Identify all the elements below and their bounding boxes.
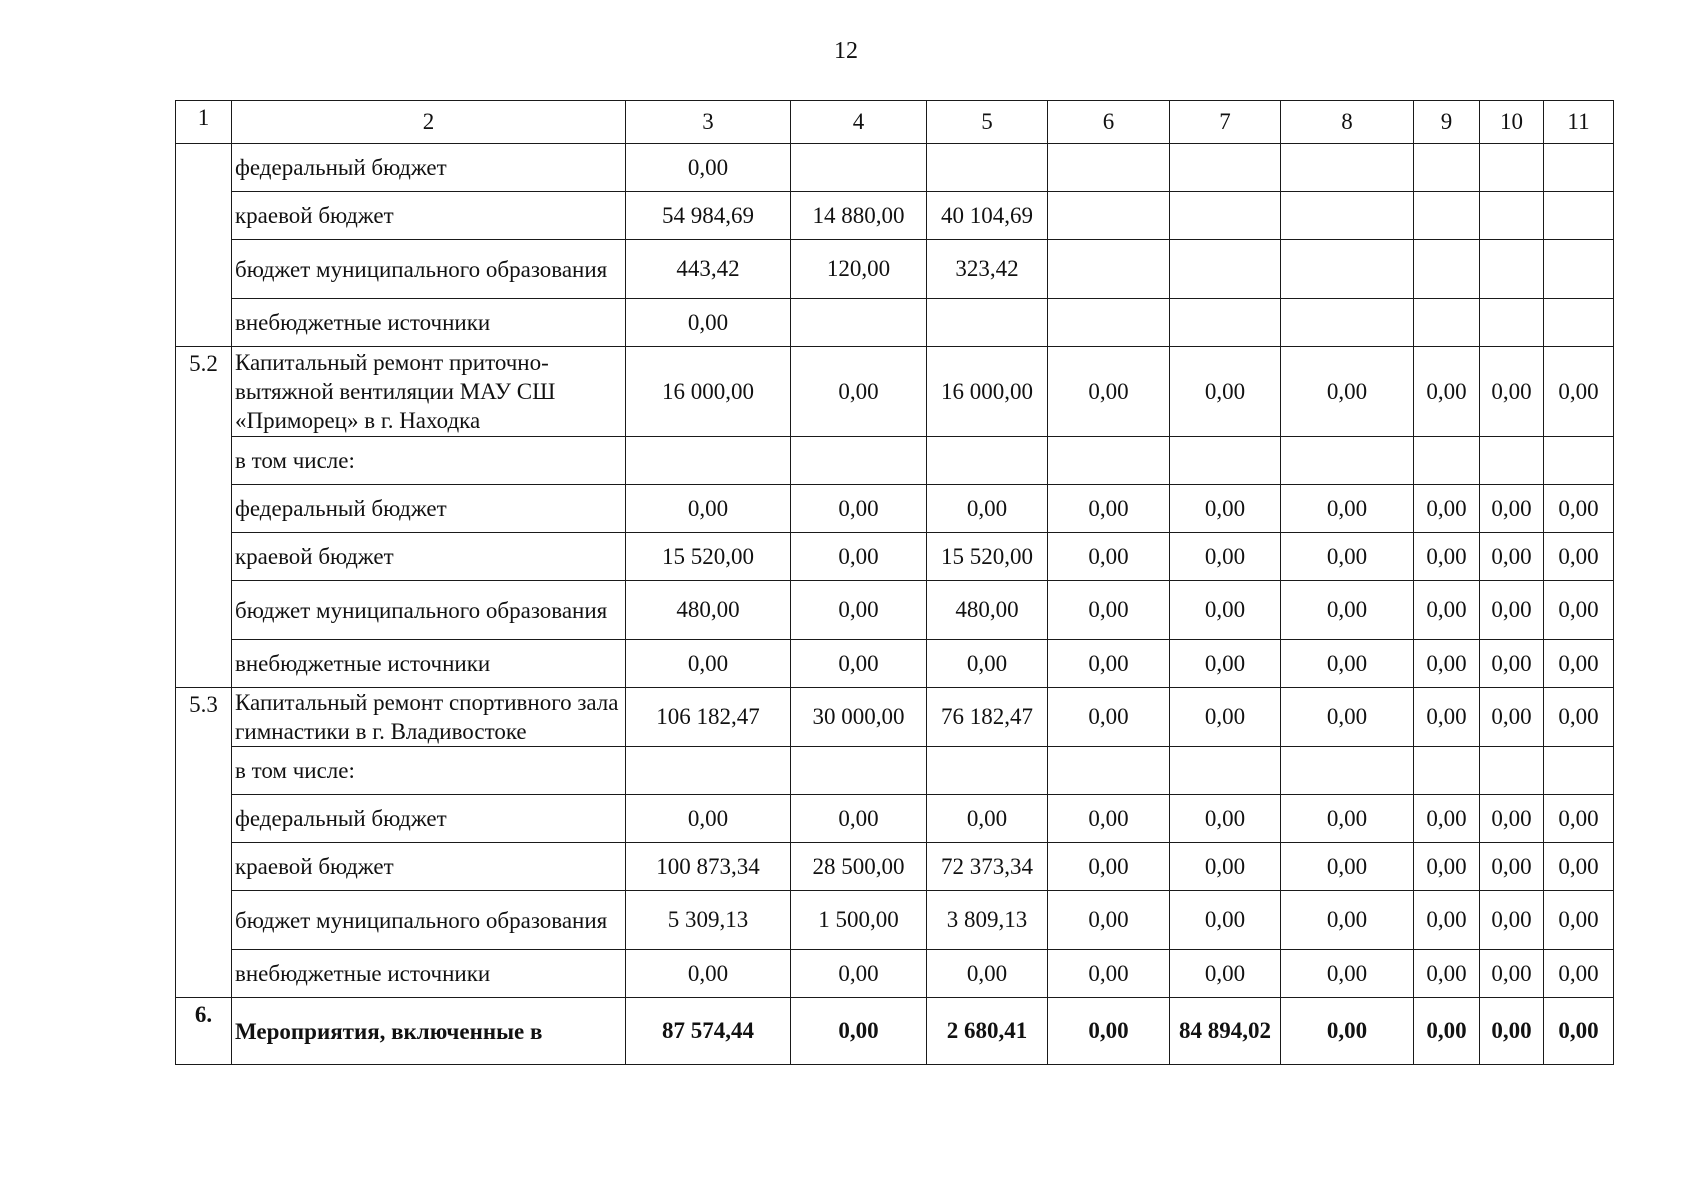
value-cell-col-4	[791, 747, 927, 795]
value-cell-col-4	[791, 437, 927, 485]
value-cell-col-5: 3 809,13	[927, 891, 1048, 950]
row-name: краевой бюджет	[232, 533, 626, 581]
value-cell-col-9: 0,00	[1414, 347, 1480, 437]
value-cell-col-9	[1414, 192, 1480, 240]
value-cell-col-11: 0,00	[1544, 581, 1614, 640]
value-cell-col-10	[1480, 437, 1544, 485]
column-header-4: 4	[791, 101, 927, 144]
value-cell-col-4: 0,00	[791, 950, 927, 998]
value-cell-col-9	[1414, 299, 1480, 347]
value-cell-col-10: 0,00	[1480, 950, 1544, 998]
value-cell-col-7	[1170, 240, 1281, 299]
value-cell-col-11	[1544, 299, 1614, 347]
column-header-1: 1	[176, 101, 232, 144]
value-cell-col-10: 0,00	[1480, 347, 1544, 437]
value-cell-col-5: 16 000,00	[927, 347, 1048, 437]
value-cell-col-6: 0,00	[1048, 581, 1170, 640]
value-cell-col-3: 0,00	[626, 950, 791, 998]
value-cell-col-5: 40 104,69	[927, 192, 1048, 240]
value-cell-col-3: 106 182,47	[626, 688, 791, 747]
value-cell-col-6	[1048, 144, 1170, 192]
value-cell-col-7: 0,00	[1170, 640, 1281, 688]
value-cell-col-11: 0,00	[1544, 843, 1614, 891]
value-cell-col-11	[1544, 747, 1614, 795]
column-header-6: 6	[1048, 101, 1170, 144]
value-cell-col-9: 0,00	[1414, 485, 1480, 533]
value-cell-col-5: 0,00	[927, 640, 1048, 688]
value-cell-col-3: 5 309,13	[626, 891, 791, 950]
row-name: внебюджетные источники	[232, 299, 626, 347]
table-row	[176, 998, 1614, 1065]
row-number: 6.	[176, 998, 232, 1065]
column-header-8: 8	[1281, 101, 1414, 144]
value-cell-col-9	[1414, 437, 1480, 485]
table-row	[176, 437, 1614, 485]
value-cell-col-3: 15 520,00	[626, 533, 791, 581]
value-cell-col-9	[1414, 747, 1480, 795]
value-cell-col-5: 76 182,47	[927, 688, 1048, 747]
value-cell-col-9: 0,00	[1414, 640, 1480, 688]
table-row	[176, 192, 1614, 240]
value-cell-col-8: 0,00	[1281, 950, 1414, 998]
page-number: 12	[834, 38, 858, 64]
value-cell-col-8	[1281, 240, 1414, 299]
value-cell-col-11	[1544, 192, 1614, 240]
value-cell-col-4: 30 000,00	[791, 688, 927, 747]
row-number: 5.2	[176, 347, 232, 688]
value-cell-col-7: 0,00	[1170, 795, 1281, 843]
column-header-3: 3	[626, 101, 791, 144]
value-cell-col-8: 0,00	[1281, 998, 1414, 1065]
value-cell-col-8: 0,00	[1281, 581, 1414, 640]
value-cell-col-6	[1048, 437, 1170, 485]
column-header-11: 11	[1544, 101, 1614, 144]
value-cell-col-5: 480,00	[927, 581, 1048, 640]
value-cell-col-3: 0,00	[626, 640, 791, 688]
row-name: краевой бюджет	[232, 192, 626, 240]
value-cell-col-8	[1281, 192, 1414, 240]
value-cell-col-10: 0,00	[1480, 795, 1544, 843]
table-row	[176, 533, 1614, 581]
value-cell-col-7: 0,00	[1170, 533, 1281, 581]
value-cell-col-7	[1170, 144, 1281, 192]
value-cell-col-3: 480,00	[626, 581, 791, 640]
table-row	[176, 240, 1614, 299]
value-cell-col-11	[1544, 240, 1614, 299]
table-row	[176, 299, 1614, 347]
value-cell-col-3: 87 574,44	[626, 998, 791, 1065]
value-cell-col-6	[1048, 192, 1170, 240]
value-cell-col-11: 0,00	[1544, 688, 1614, 747]
row-name: Капитальный ремонт приточно-вытяжной вентиляции МАУ СШ «Приморец» в г. Находка	[232, 347, 626, 437]
row-name: внебюджетные источники	[232, 950, 626, 998]
value-cell-col-3: 0,00	[626, 144, 791, 192]
value-cell-col-7: 0,00	[1170, 485, 1281, 533]
value-cell-col-11: 0,00	[1544, 347, 1614, 437]
value-cell-col-7: 0,00	[1170, 950, 1281, 998]
value-cell-col-9: 0,00	[1414, 891, 1480, 950]
value-cell-col-3	[626, 747, 791, 795]
value-cell-col-7	[1170, 747, 1281, 795]
table-row	[176, 891, 1614, 950]
value-cell-col-6	[1048, 240, 1170, 299]
value-cell-col-5: 0,00	[927, 795, 1048, 843]
value-cell-col-9: 0,00	[1414, 688, 1480, 747]
value-cell-col-8	[1281, 747, 1414, 795]
value-cell-col-6	[1048, 299, 1170, 347]
value-cell-col-10: 0,00	[1480, 640, 1544, 688]
value-cell-col-10: 0,00	[1480, 688, 1544, 747]
value-cell-col-8: 0,00	[1281, 485, 1414, 533]
row-name: федеральный бюджет	[232, 795, 626, 843]
column-header-10: 10	[1480, 101, 1544, 144]
value-cell-col-6: 0,00	[1048, 891, 1170, 950]
value-cell-col-10: 0,00	[1480, 533, 1544, 581]
value-cell-col-5	[927, 437, 1048, 485]
value-cell-col-6: 0,00	[1048, 688, 1170, 747]
value-cell-col-3: 0,00	[626, 299, 791, 347]
table-row	[176, 144, 1614, 192]
table-row	[176, 747, 1614, 795]
value-cell-col-3: 0,00	[626, 795, 791, 843]
row-name: бюджет муниципального образования	[232, 891, 626, 950]
value-cell-col-11	[1544, 144, 1614, 192]
value-cell-col-7: 84 894,02	[1170, 998, 1281, 1065]
value-cell-col-6: 0,00	[1048, 485, 1170, 533]
table-row	[176, 640, 1614, 688]
value-cell-col-11	[1544, 437, 1614, 485]
value-cell-col-7	[1170, 437, 1281, 485]
value-cell-col-5	[927, 299, 1048, 347]
value-cell-col-9: 0,00	[1414, 533, 1480, 581]
value-cell-col-10: 0,00	[1480, 581, 1544, 640]
value-cell-col-3: 443,42	[626, 240, 791, 299]
value-cell-col-11: 0,00	[1544, 640, 1614, 688]
table-row	[176, 795, 1614, 843]
value-cell-col-11: 0,00	[1544, 891, 1614, 950]
value-cell-col-9	[1414, 240, 1480, 299]
value-cell-col-6: 0,00	[1048, 533, 1170, 581]
value-cell-col-5: 2 680,41	[927, 998, 1048, 1065]
value-cell-col-4: 0,00	[791, 998, 927, 1065]
value-cell-col-3: 16 000,00	[626, 347, 791, 437]
value-cell-col-6: 0,00	[1048, 347, 1170, 437]
value-cell-col-6: 0,00	[1048, 843, 1170, 891]
value-cell-col-4: 0,00	[791, 640, 927, 688]
value-cell-col-4: 0,00	[791, 581, 927, 640]
value-cell-col-7: 0,00	[1170, 891, 1281, 950]
column-header-2: 2	[232, 101, 626, 144]
value-cell-col-10: 0,00	[1480, 485, 1544, 533]
value-cell-col-8	[1281, 437, 1414, 485]
value-cell-col-10: 0,00	[1480, 891, 1544, 950]
value-cell-col-10: 0,00	[1480, 998, 1544, 1065]
value-cell-col-5: 0,00	[927, 950, 1048, 998]
budget-table	[175, 100, 1614, 1065]
value-cell-col-4: 0,00	[791, 533, 927, 581]
value-cell-col-10	[1480, 144, 1544, 192]
value-cell-col-8	[1281, 144, 1414, 192]
value-cell-col-11: 0,00	[1544, 998, 1614, 1065]
value-cell-col-6	[1048, 747, 1170, 795]
value-cell-col-10	[1480, 299, 1544, 347]
value-cell-col-5: 15 520,00	[927, 533, 1048, 581]
value-cell-col-4: 14 880,00	[791, 192, 927, 240]
value-cell-col-7: 0,00	[1170, 688, 1281, 747]
value-cell-col-8: 0,00	[1281, 891, 1414, 950]
value-cell-col-11: 0,00	[1544, 533, 1614, 581]
value-cell-col-6: 0,00	[1048, 950, 1170, 998]
table-row	[176, 688, 1614, 747]
value-cell-col-5: 72 373,34	[927, 843, 1048, 891]
value-cell-col-9: 0,00	[1414, 998, 1480, 1065]
value-cell-col-7	[1170, 192, 1281, 240]
row-name: внебюджетные источники	[232, 640, 626, 688]
value-cell-col-10	[1480, 747, 1544, 795]
value-cell-col-9: 0,00	[1414, 795, 1480, 843]
row-name: бюджет муниципального образования	[232, 581, 626, 640]
header-row	[176, 101, 1614, 144]
value-cell-col-8: 0,00	[1281, 795, 1414, 843]
value-cell-col-4: 0,00	[791, 485, 927, 533]
row-name: Капитальный ремонт спортивного зала гимнастики в г. Владивостоке	[232, 688, 626, 747]
value-cell-col-11: 0,00	[1544, 950, 1614, 998]
table-row	[176, 581, 1614, 640]
column-header-9: 9	[1414, 101, 1480, 144]
value-cell-col-4: 120,00	[791, 240, 927, 299]
value-cell-col-6: 0,00	[1048, 640, 1170, 688]
row-name: бюджет муниципального образования	[232, 240, 626, 299]
value-cell-col-10	[1480, 192, 1544, 240]
value-cell-col-11: 0,00	[1544, 795, 1614, 843]
row-number: 5.3	[176, 688, 232, 998]
value-cell-col-4: 0,00	[791, 795, 927, 843]
table-body	[176, 101, 1614, 1065]
value-cell-col-3: 100 873,34	[626, 843, 791, 891]
table-row	[176, 843, 1614, 891]
value-cell-col-8: 0,00	[1281, 347, 1414, 437]
value-cell-col-10: 0,00	[1480, 843, 1544, 891]
row-name: краевой бюджет	[232, 843, 626, 891]
value-cell-col-7: 0,00	[1170, 843, 1281, 891]
value-cell-col-4	[791, 299, 927, 347]
value-cell-col-10	[1480, 240, 1544, 299]
value-cell-col-3: 0,00	[626, 485, 791, 533]
value-cell-col-4: 28 500,00	[791, 843, 927, 891]
row-name: федеральный бюджет	[232, 485, 626, 533]
column-header-7: 7	[1170, 101, 1281, 144]
value-cell-col-7: 0,00	[1170, 347, 1281, 437]
row-name: Мероприятия, включенные в	[232, 998, 626, 1065]
column-header-5: 5	[927, 101, 1048, 144]
value-cell-col-7: 0,00	[1170, 581, 1281, 640]
value-cell-col-11: 0,00	[1544, 485, 1614, 533]
row-number	[176, 144, 232, 347]
row-name: в том числе:	[232, 747, 626, 795]
value-cell-col-8: 0,00	[1281, 640, 1414, 688]
value-cell-col-8: 0,00	[1281, 843, 1414, 891]
row-name: федеральный бюджет	[232, 144, 626, 192]
value-cell-col-8: 0,00	[1281, 688, 1414, 747]
value-cell-col-4	[791, 144, 927, 192]
value-cell-col-4: 0,00	[791, 347, 927, 437]
value-cell-col-7	[1170, 299, 1281, 347]
value-cell-col-9: 0,00	[1414, 950, 1480, 998]
value-cell-col-6: 0,00	[1048, 998, 1170, 1065]
table-row	[176, 347, 1614, 437]
value-cell-col-5	[927, 747, 1048, 795]
value-cell-col-5: 323,42	[927, 240, 1048, 299]
table-row	[176, 485, 1614, 533]
value-cell-col-8: 0,00	[1281, 533, 1414, 581]
value-cell-col-3: 54 984,69	[626, 192, 791, 240]
value-cell-col-8	[1281, 299, 1414, 347]
value-cell-col-9: 0,00	[1414, 843, 1480, 891]
value-cell-col-3	[626, 437, 791, 485]
row-name: в том числе:	[232, 437, 626, 485]
value-cell-col-9	[1414, 144, 1480, 192]
value-cell-col-6: 0,00	[1048, 795, 1170, 843]
value-cell-col-9: 0,00	[1414, 581, 1480, 640]
table-row	[176, 950, 1614, 998]
value-cell-col-4: 1 500,00	[791, 891, 927, 950]
value-cell-col-5: 0,00	[927, 485, 1048, 533]
value-cell-col-5	[927, 144, 1048, 192]
